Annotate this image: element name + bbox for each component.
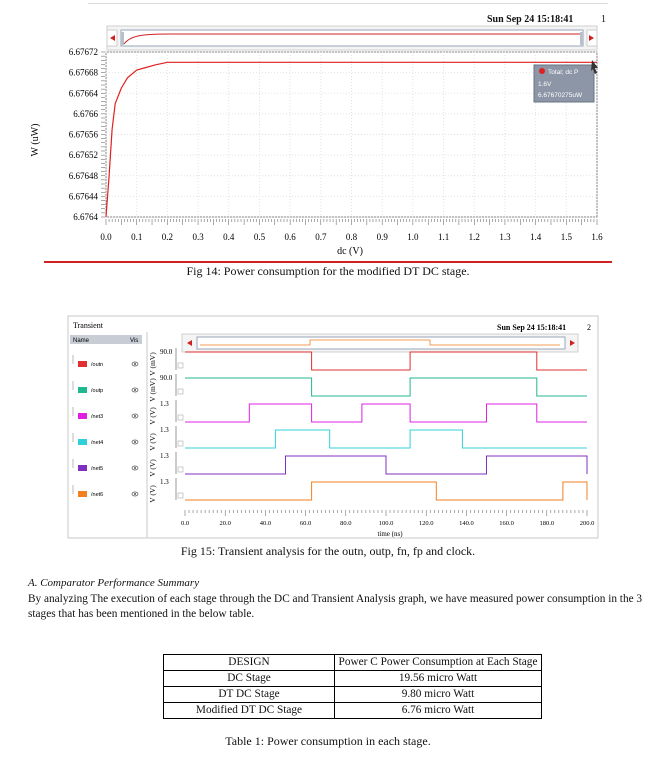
fig14-x-tick: 1.4 [530, 232, 542, 242]
signal-expand-icon [178, 493, 183, 498]
signal-color-swatch [78, 387, 87, 393]
fig15-panel-title: Transient [73, 321, 103, 330]
table-cell: 6.76 micro Watt [335, 703, 542, 719]
fig14-rule [44, 261, 612, 263]
fig15-x-axis-label: time (ns) [377, 530, 403, 538]
signal-color-swatch [78, 491, 87, 497]
signal-expand-icon [178, 389, 183, 394]
table-cell: DT DC Stage [164, 687, 335, 703]
signal-name: /outp [91, 388, 104, 394]
signal-name: /outn [91, 362, 104, 368]
section-body: By analyzing The execution of each stage through the DC and Transient Analysis graph, we have measured power consumption in the 3 stages that has been mentioned in the below table. [28, 593, 643, 620]
table-header-cell: Power C Power Consumption at Each Stage [335, 655, 542, 671]
fig14-y-axis-label: W (uW) [30, 123, 41, 157]
signal-name: /net3 [91, 414, 104, 420]
fig14-y-tick: 6.67664 [68, 88, 98, 99]
fig14-x-tick: 0.1 [131, 232, 143, 242]
signal-expand-icon [178, 415, 183, 420]
fig14-x-tick: 0.8 [345, 232, 358, 242]
signal-expand-icon [178, 441, 183, 446]
table-cell: Modified DT DC Stage [164, 703, 335, 719]
power-table [163, 654, 542, 719]
marker-y: 6.67670275uW [538, 92, 583, 99]
fig14-page-number: 1 [601, 14, 606, 25]
fig14-y-tick: 6.67644 [68, 191, 98, 202]
signal-name: /net4 [91, 440, 104, 446]
fig15-panel [0, 310, 656, 544]
fig15-x-tick: 120.0 [418, 520, 434, 527]
fig15-x-tick: 160.0 [499, 520, 514, 527]
fig14-x-tick: 1.5 [560, 232, 572, 242]
table-caption: Table 1: Power consumption in each stage. [225, 734, 431, 748]
fig15-page-number: 2 [587, 323, 591, 332]
signal-color-swatch [78, 361, 87, 367]
fig15-x-tick: 200.0 [579, 520, 595, 527]
signal-unit-label: V (mV) [148, 378, 157, 402]
signal-level-label: 1.3 [160, 452, 169, 460]
signal-color-swatch [78, 465, 87, 471]
table-row [164, 671, 542, 687]
table-row [164, 703, 542, 719]
signal-expand-icon [178, 467, 183, 472]
signal-unit-label: V (V) [148, 459, 157, 477]
fig15-x-tick: 100.0 [378, 520, 394, 527]
signal-name: /net6 [91, 492, 104, 498]
table-header-row [164, 655, 542, 671]
fig14-x-tick: 1.1 [437, 232, 450, 242]
fig14-x-tick: 0.2 [161, 232, 173, 242]
eye-pupil [134, 389, 136, 391]
fig15-date: Sun Sep 24 15:18:41 [497, 323, 567, 332]
fig15-x-tick: 60.0 [299, 520, 312, 527]
fig15-caption: Fig 15: Transient analysis for the outn, outp, fn, fp and clock. [180, 544, 476, 558]
fig14-y-tick: 6.67656 [68, 129, 98, 140]
fig14-y-tick: 6.6766 [73, 108, 98, 119]
signal-level-label: 90.0 [160, 374, 173, 382]
fig14-y-tick: 6.67648 [68, 170, 98, 181]
signal-level-label: 1.3 [160, 478, 169, 486]
table-cell: 19.56 micro Watt [335, 671, 542, 687]
fig14-x-tick: 0.5 [253, 232, 266, 242]
eye-pupil [134, 467, 136, 469]
signal-unit-label: V (V) [148, 433, 157, 451]
section-heading: A. Comparator Performance Summary [28, 577, 200, 589]
fig15-col-vis: Vis [130, 338, 139, 344]
fig14-chart [0, 0, 656, 262]
fig14-y-tick: 6.67672 [68, 47, 98, 57]
signal-color-swatch [78, 439, 87, 445]
fig15-x-tick: 0.0 [180, 520, 190, 527]
fig14-marker-tooltip [534, 60, 598, 102]
signal-level-label: 90.0 [160, 348, 173, 356]
fig14-x-tick: 0.0 [100, 232, 112, 242]
marker-series: Total; dc P [548, 69, 579, 76]
eye-pupil [134, 415, 136, 417]
signal-unit-label: V (mV) [148, 352, 157, 376]
signal-level-label: 1.3 [160, 400, 169, 408]
fig14-x-tick: 1.3 [499, 232, 511, 242]
fig14-x-axis-label: dc (V) [337, 246, 363, 257]
fig14-y-tick: 6.6764 [73, 212, 98, 222]
fig14-x-tick: 0.4 [223, 232, 235, 242]
eye-pupil [134, 363, 136, 365]
eye-pupil [134, 493, 136, 495]
fig15-col-name: Name [73, 338, 90, 344]
fig14-x-tick: 1.2 [468, 232, 480, 242]
fig14-y-tick: 6.67652 [68, 150, 98, 161]
eye-pupil [134, 441, 136, 443]
table-cell: 9.80 micro Watt [335, 687, 542, 703]
fig14-scrollbar[interactable] [107, 26, 597, 50]
signal-level-label: 1.3 [160, 426, 169, 434]
fig14-date: Sun Sep 24 15:18:41 [487, 14, 574, 25]
signal-color-swatch [78, 413, 87, 419]
table-row [164, 687, 542, 703]
signal-expand-icon [178, 363, 183, 368]
fig14-x-tick: 0.3 [192, 232, 204, 242]
fig14-caption: Fig 14: Power consumption for the modified DT DC stage. [186, 264, 470, 278]
table-cell: DC Stage [164, 671, 335, 687]
fig15-x-tick: 80.0 [340, 520, 352, 527]
fig14-x-tick: 0.9 [376, 232, 388, 242]
fig15-x-tick: 140.0 [459, 520, 474, 527]
fig14-x-tick: 0.6 [284, 232, 296, 242]
fig14-y-tick: 6.67668 [68, 67, 98, 78]
fig15-x-tick: 40.0 [259, 520, 272, 527]
signal-name: /net5 [91, 466, 104, 472]
signal-unit-label: V (V) [148, 485, 157, 503]
marker-x: 1.6V [538, 81, 552, 88]
table-header-cell: DESIGN [164, 655, 335, 671]
fig15-x-tick: 180.0 [539, 520, 555, 527]
fig14-x-tick: 1.6 [591, 232, 603, 242]
fig15-x-tick: 20.0 [219, 520, 231, 527]
fig14-x-tick: 1.0 [407, 232, 419, 242]
fig15-scrollbar[interactable] [182, 334, 578, 352]
signal-unit-label: V (V) [148, 407, 157, 425]
fig14-x-tick: 0.7 [315, 232, 327, 242]
